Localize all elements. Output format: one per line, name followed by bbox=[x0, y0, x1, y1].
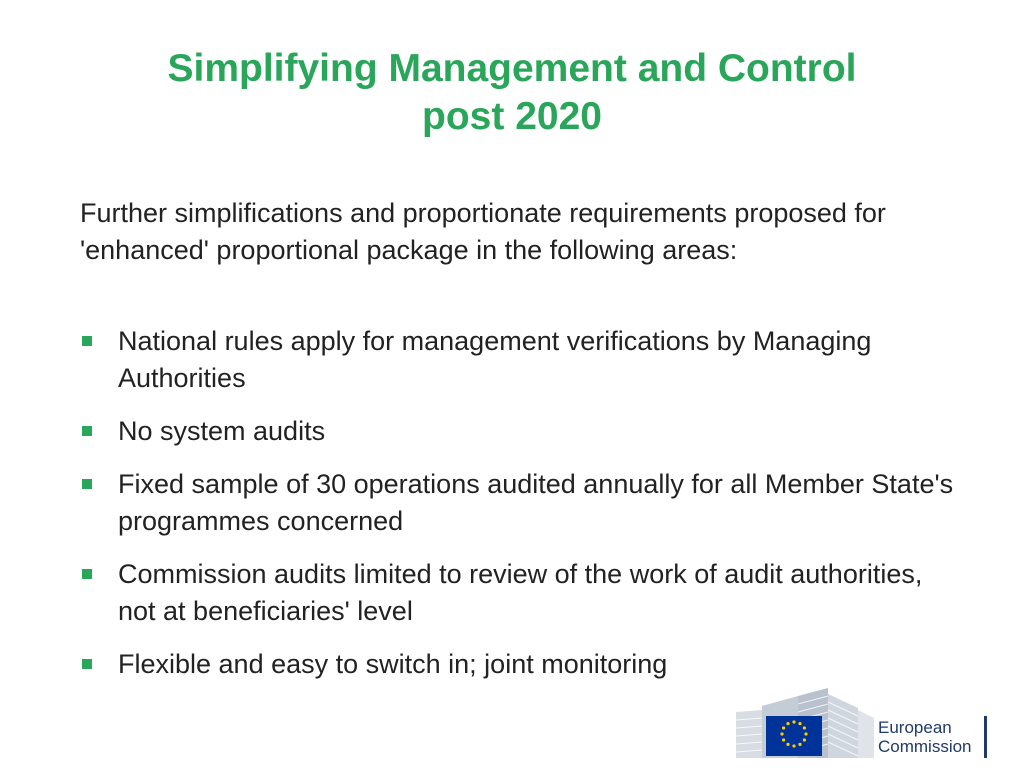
slide-title-line2: post 2020 bbox=[422, 95, 602, 138]
european-commission-logo bbox=[736, 688, 992, 758]
square-bullet-icon bbox=[82, 659, 92, 669]
bullet-item bbox=[80, 323, 960, 397]
bullet-item bbox=[80, 413, 960, 450]
intro-paragraph: Further simplifications and proportionate requirements proposed for 'enhanced' proportional package in the following areas: bbox=[80, 198, 886, 265]
logo-text-line1: European bbox=[878, 718, 952, 737]
square-bullet-icon bbox=[82, 336, 92, 346]
bullet-item bbox=[80, 646, 960, 683]
square-bullet-icon bbox=[82, 569, 92, 579]
logo-divider bbox=[984, 716, 987, 758]
bullet-list bbox=[80, 323, 960, 699]
bullet-text: Fixed sample of 30 operations audited annually for all Member State's programmes concerned bbox=[118, 469, 954, 536]
logo-text-line2: Commission bbox=[878, 737, 972, 756]
square-bullet-icon bbox=[82, 479, 92, 489]
square-bullet-icon bbox=[82, 426, 92, 436]
bullet-text: National rules apply for management verifications by Managing Authorities bbox=[118, 326, 872, 393]
bullet-item bbox=[80, 556, 960, 630]
bullet-text: Flexible and easy to switch in; joint monitoring bbox=[118, 649, 668, 679]
slide-title-line1: Simplifying Management and Control bbox=[167, 47, 857, 90]
bullet-item bbox=[80, 466, 960, 540]
slide-title bbox=[40, 45, 984, 141]
commission-building-icon bbox=[736, 688, 876, 758]
bullet-text: Commission audits limited to review of the work of audit authorities, not at beneficiaries' level bbox=[118, 559, 923, 626]
logo-text bbox=[878, 718, 972, 756]
bullet-text: No system audits bbox=[118, 416, 326, 446]
